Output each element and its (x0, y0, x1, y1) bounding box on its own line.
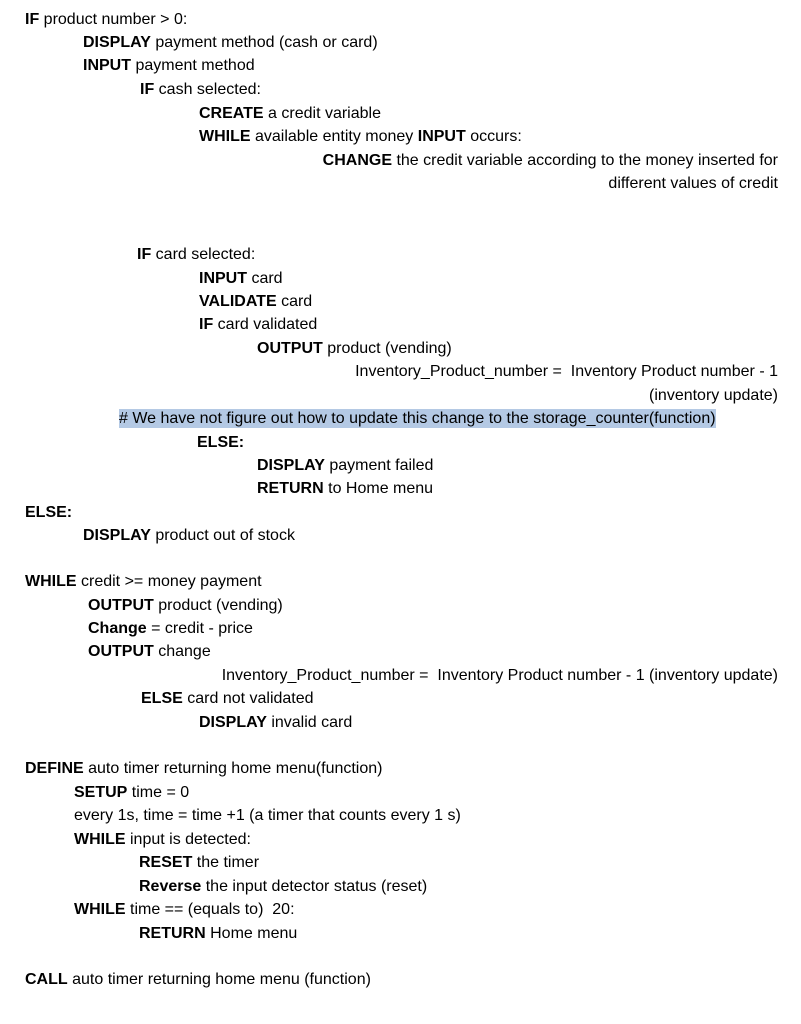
keyword: ELSE: (25, 504, 73, 521)
code-text: occurs: (465, 128, 522, 145)
code-text: time == (equals to) 20: (125, 901, 295, 918)
code-line (199, 269, 283, 288)
code-text: credit >= money payment (76, 573, 262, 590)
code-line (649, 386, 778, 405)
code-line (199, 127, 522, 146)
keyword: RETURN (139, 925, 206, 942)
keyword: Change (88, 620, 147, 637)
code-line (74, 900, 295, 919)
code-text: the credit variable according to the money inserted for (392, 152, 778, 169)
code-line (74, 783, 189, 802)
code-text: auto timer returning home menu (function) (67, 971, 371, 988)
code-text: every 1s, time = time +1 (a timer that counts every 1 s) (74, 807, 461, 824)
code-text: card not validated (182, 690, 314, 707)
keyword: IF (137, 246, 152, 263)
keyword: WHILE (25, 573, 77, 590)
code-line (199, 315, 317, 334)
code-text: card selected: (151, 246, 256, 263)
keyword: DISPLAY (199, 714, 267, 731)
code-line (257, 456, 433, 475)
code-text: card validated (213, 316, 318, 333)
code-text: available entity money (250, 128, 418, 145)
keyword: RESET (139, 854, 193, 871)
code-text: input is detected: (125, 831, 251, 848)
keyword: DEFINE (25, 760, 84, 777)
keyword: Reverse (139, 878, 202, 895)
code-line (199, 713, 352, 732)
keyword: INPUT (417, 128, 466, 145)
keyword: WHILE (74, 831, 126, 848)
keyword: IF (199, 316, 214, 333)
keyword: DISPLAY (83, 34, 151, 51)
code-line (139, 924, 297, 943)
code-text: payment method (131, 57, 255, 74)
keyword: OUTPUT (257, 340, 323, 357)
code-line (25, 572, 262, 591)
code-text: the timer (192, 854, 260, 871)
code-text: to Home menu (323, 480, 434, 497)
code-text: (inventory update) (649, 387, 778, 404)
code-line (139, 877, 427, 896)
code-text: cash selected: (154, 81, 261, 98)
code-line (257, 479, 433, 498)
keyword: DISPLAY (257, 457, 325, 474)
code-line (88, 596, 283, 615)
code-text: card (247, 270, 283, 287)
code-text: Home menu (205, 925, 298, 942)
code-line (74, 806, 461, 825)
code-text: different values of credit (608, 175, 778, 192)
code-text: change (153, 643, 211, 660)
code-text: auto timer returning home menu(function) (83, 760, 383, 777)
code-text: product (vending) (153, 597, 283, 614)
code-line (257, 339, 452, 358)
code-line (83, 526, 295, 545)
highlighted-comment-line (119, 409, 716, 428)
code-text: product (vending) (322, 340, 452, 357)
keyword: OUTPUT (88, 597, 154, 614)
code-line (74, 830, 251, 849)
code-line (197, 433, 244, 452)
keyword: CHANGE (322, 152, 393, 169)
keyword: IF (25, 11, 40, 28)
code-text: invalid card (266, 714, 353, 731)
code-line (25, 10, 187, 29)
keyword: VALIDATE (199, 293, 277, 310)
code-line (608, 174, 778, 193)
code-text: Inventory_Product_number = Inventory Product number - 1 (inventory update) (221, 667, 778, 684)
keyword: IF (140, 81, 155, 98)
code-line (355, 362, 778, 381)
code-text: payment failed (324, 457, 434, 474)
code-text: Inventory_Product_number = Inventory Product number - 1 (355, 363, 778, 380)
code-line (323, 151, 778, 170)
keyword: ELSE (141, 690, 183, 707)
keyword: WHILE (74, 901, 126, 918)
keyword: OUTPUT (88, 643, 154, 660)
code-text: time = 0 (127, 784, 190, 801)
keyword: DISPLAY (83, 527, 151, 544)
keyword: INPUT (199, 270, 247, 287)
keyword: SETUP (74, 784, 128, 801)
code-line (140, 80, 261, 99)
code-line (141, 689, 314, 708)
code-line (88, 642, 211, 661)
code-line (25, 970, 371, 989)
code-line (83, 56, 255, 75)
code-line (199, 104, 381, 123)
code-line (83, 33, 378, 52)
code-text: = credit - price (146, 620, 253, 637)
keyword: INPUT (83, 57, 131, 74)
keyword: CREATE (199, 105, 264, 122)
code-line (137, 245, 255, 264)
code-line (25, 759, 382, 778)
code-line (222, 666, 778, 685)
code-text: # We have not figure out how to update this change to the storage_counter(function) (119, 410, 716, 427)
code-text: payment method (cash or card) (150, 34, 378, 51)
keyword: RETURN (257, 480, 324, 497)
code-text: a credit variable (263, 105, 381, 122)
code-text: product out of stock (150, 527, 295, 544)
code-text: the input detector status (reset) (201, 878, 428, 895)
code-line (25, 503, 72, 522)
code-text: product number > 0: (39, 11, 188, 28)
code-line (199, 292, 312, 311)
code-text: card (276, 293, 313, 310)
keyword: ELSE: (197, 434, 245, 451)
code-line (88, 619, 253, 638)
keyword: WHILE (199, 128, 251, 145)
keyword: CALL (25, 971, 68, 988)
code-line (139, 853, 259, 872)
